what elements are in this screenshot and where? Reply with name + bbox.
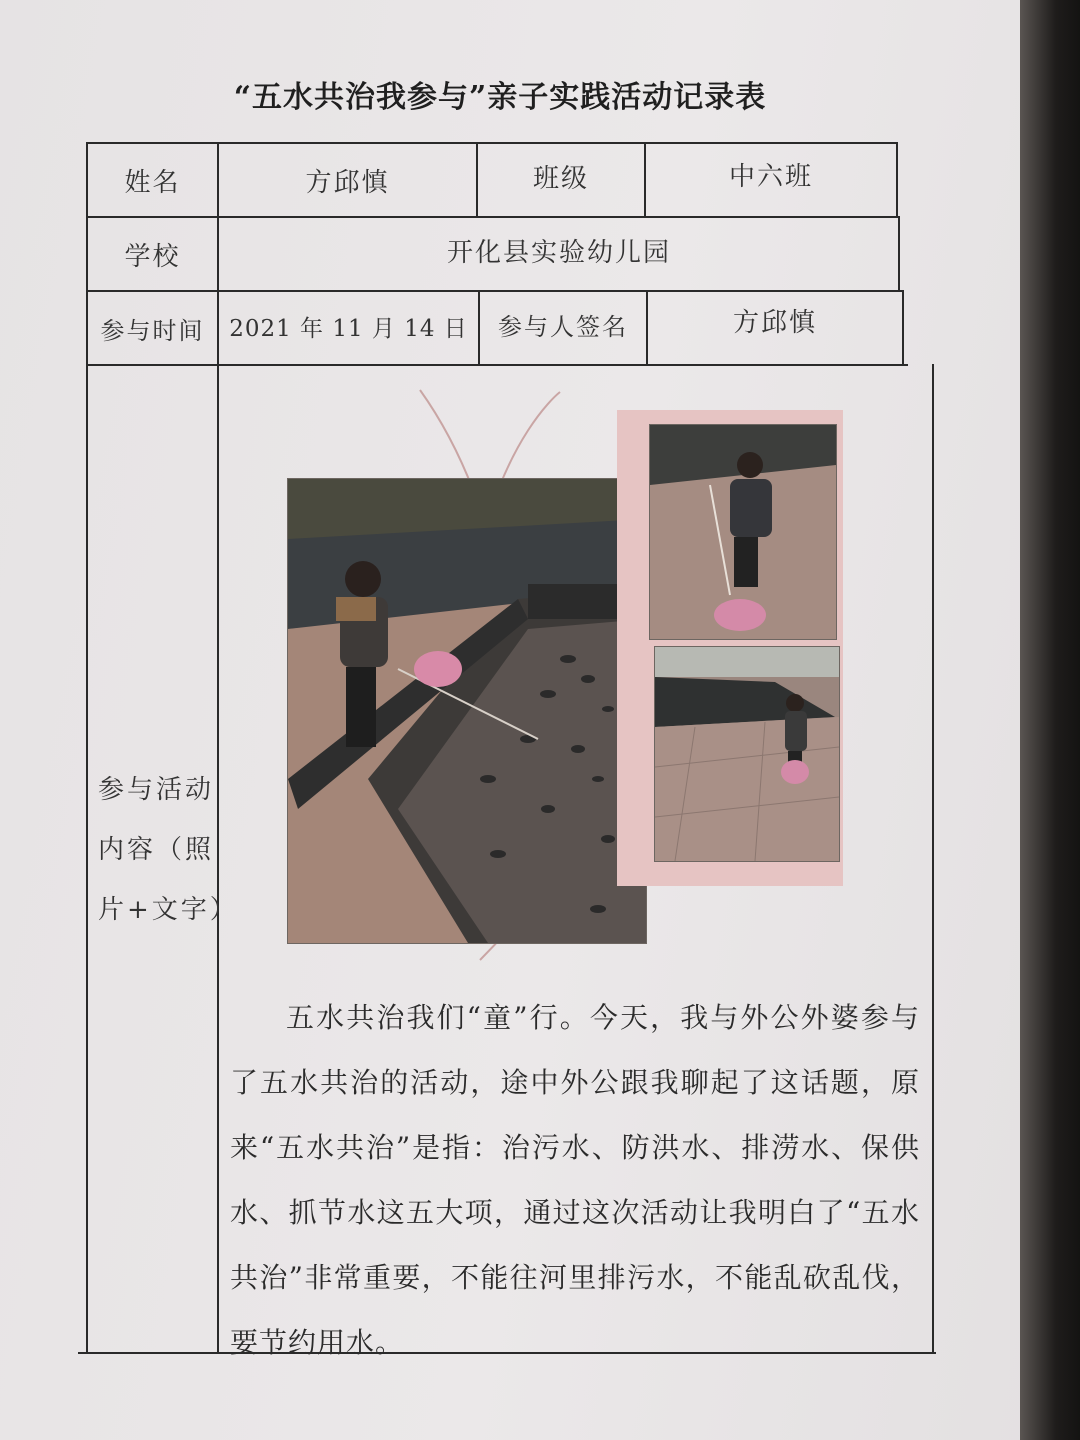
table-border-right [896, 142, 898, 218]
activity-photo-bottom-right [654, 646, 840, 862]
activity-photo-top-right [649, 424, 837, 640]
class-value: 中六班 [728, 161, 813, 192]
form-title: “五水共治我参与”亲子实践活动记录表 [233, 80, 767, 115]
activity-label-line: 片+文字） [98, 895, 239, 925]
activity-label [88, 760, 239, 940]
background-edge [1020, 0, 1080, 1440]
school-value: 开化县实验幼儿园 [446, 237, 671, 268]
table-row-divider [86, 364, 908, 366]
signature-label: 参与人签名 [498, 312, 628, 341]
school-label: 学校 [124, 241, 181, 272]
activity-label-line: 内容（照 [98, 835, 215, 865]
activity-description: 五水共治我们“童”行。今天，我与外公外婆参与了五水共治的活动，途中外公跟我聊起了这话题，原来“五水共治”是指：治污水、防洪水、排涝水、保供水、抓节水这五大项，通过这次活动让我明白了“五水共治”非常重要，不能往河里排污水，不能乱砍乱伐，要节约用水。 [230, 1001, 920, 1359]
name-value: 方邱慎 [305, 167, 390, 198]
activity-photo-main [287, 478, 647, 944]
signature-value: 方邱慎 [732, 307, 817, 338]
table-border-right [932, 364, 934, 1354]
table-border-right [902, 290, 904, 366]
time-label: 参与时间 [100, 316, 205, 345]
name-label: 姓名 [124, 167, 181, 198]
class-label: 班级 [532, 163, 589, 194]
activity-label-line: 参与活动 [98, 775, 215, 805]
time-value: 2021 年 11 月 14 日 [229, 315, 468, 342]
